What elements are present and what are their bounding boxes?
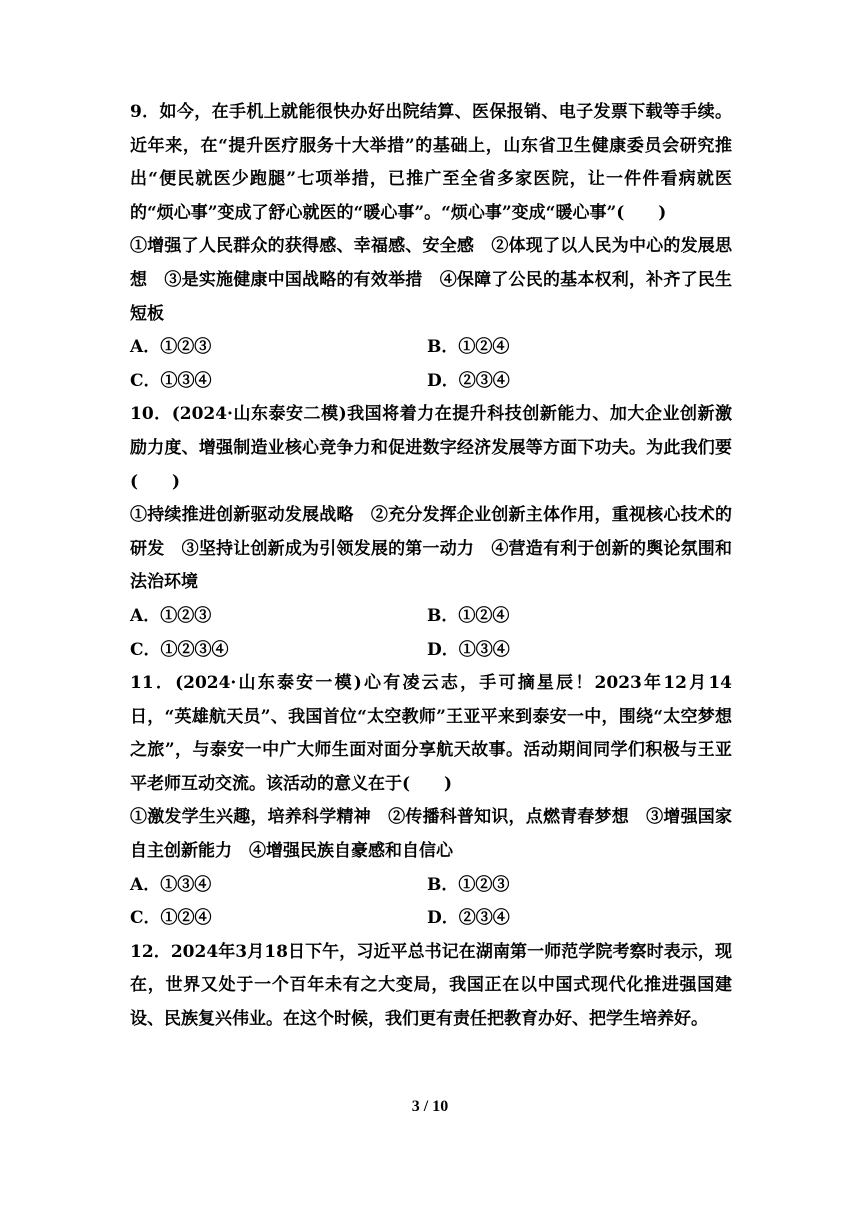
question-12 xyxy=(130,936,732,1037)
choice-a: A．①②③ xyxy=(130,605,212,626)
choice-d: D．②③④ xyxy=(427,908,510,929)
question-number: 11． xyxy=(130,673,176,694)
choice-a: A．①③④ xyxy=(130,874,212,895)
statement-options: ①增强了人民群众的获得感、幸福感、安全感 ②体现了以人民为中心的发展思想 ③是实施健康中国战略的有效举措 ④保障了公民的基本权利，补齐了民生短板 xyxy=(130,236,732,324)
question-number: 10． xyxy=(130,404,172,425)
question-11 xyxy=(130,667,732,936)
answer-choices xyxy=(130,331,732,398)
document-page xyxy=(130,96,732,1037)
choice-b: B．①②④ xyxy=(427,337,510,358)
question-number: 12． xyxy=(130,941,171,962)
page-indicator: 3 / 10 xyxy=(411,1098,449,1115)
question-9 xyxy=(130,96,732,398)
choice-c: C．①②③④ xyxy=(130,639,229,660)
statement-options: ①持续推进创新驱动发展战略 ②充分发挥企业创新主体作用，重视核心技术的研发 ③坚持让创新成为引领发展的第一动力 ④营造有利于创新的舆论氛围和法治环境 xyxy=(130,505,732,593)
choice-b: B．①②③ xyxy=(427,874,510,895)
choice-d: D．①③④ xyxy=(427,639,510,660)
question-text: (2024·山东泰安二模)我国将着力在提升科技创新能力、加大企业创新激励力度、增强制造业核心竞争力和促进数字经济发展等方面下功夫。为此我们要( ) xyxy=(130,404,732,492)
statement-options: ①激发学生兴趣，培养科学精神 ②传播科普知识，点燃青春梦想 ③增强国家自主创新能力 ④增强民族自豪感和自信心 xyxy=(130,807,732,862)
choice-a: A．①②③ xyxy=(130,337,212,358)
choice-d: D．②③④ xyxy=(427,370,510,391)
question-text: 如今，在手机上就能很快办好出院结算、医保报销、电子发票下载等手续。近年来，在“提升医疗服务十大举措”的基础上，山东省卫生健康委员会研究推出“便民就医少跑腿”七项举措，已推广至全省多家医院，让一件件看病就医的“烦心事”变成了舒心就医的“暖心事”。“烦心事”变成“暖心事”( ) xyxy=(130,102,732,223)
question-number: 9． xyxy=(130,102,160,122)
choice-c: C．①③④ xyxy=(130,370,212,391)
question-stem xyxy=(130,936,732,1037)
choice-c: C．①②④ xyxy=(130,908,212,929)
answer-choices xyxy=(130,869,732,936)
question-stem xyxy=(130,96,732,230)
question-stem xyxy=(130,667,732,801)
choice-b: B．①②④ xyxy=(427,605,510,626)
question-10 xyxy=(130,398,732,667)
answer-choices xyxy=(130,600,732,667)
question-text: (2024·山东泰安一模)心有凌云志，手可摘星辰！2023年12月14日，“英雄航天员”、我国首位“太空教师”王亚平来到泰安一中，围绕“太空梦想之旅”，与泰安一中广大师生面对面分享航天故事。活动期间同学们积极与王亚平老师互动交流。该活动的意义在于( ) xyxy=(130,673,732,794)
question-text: 2024年3月18日下午，习近平总书记在湖南第一师范学院考察时表示，现在，世界又处于一个百年未有之大变局，我国正在以中国式现代化推进强国建设、民族复兴伟业。在这个时候，我们更有责任把教育办好、把学生培养好。 xyxy=(130,941,732,1030)
question-stem xyxy=(130,398,732,499)
